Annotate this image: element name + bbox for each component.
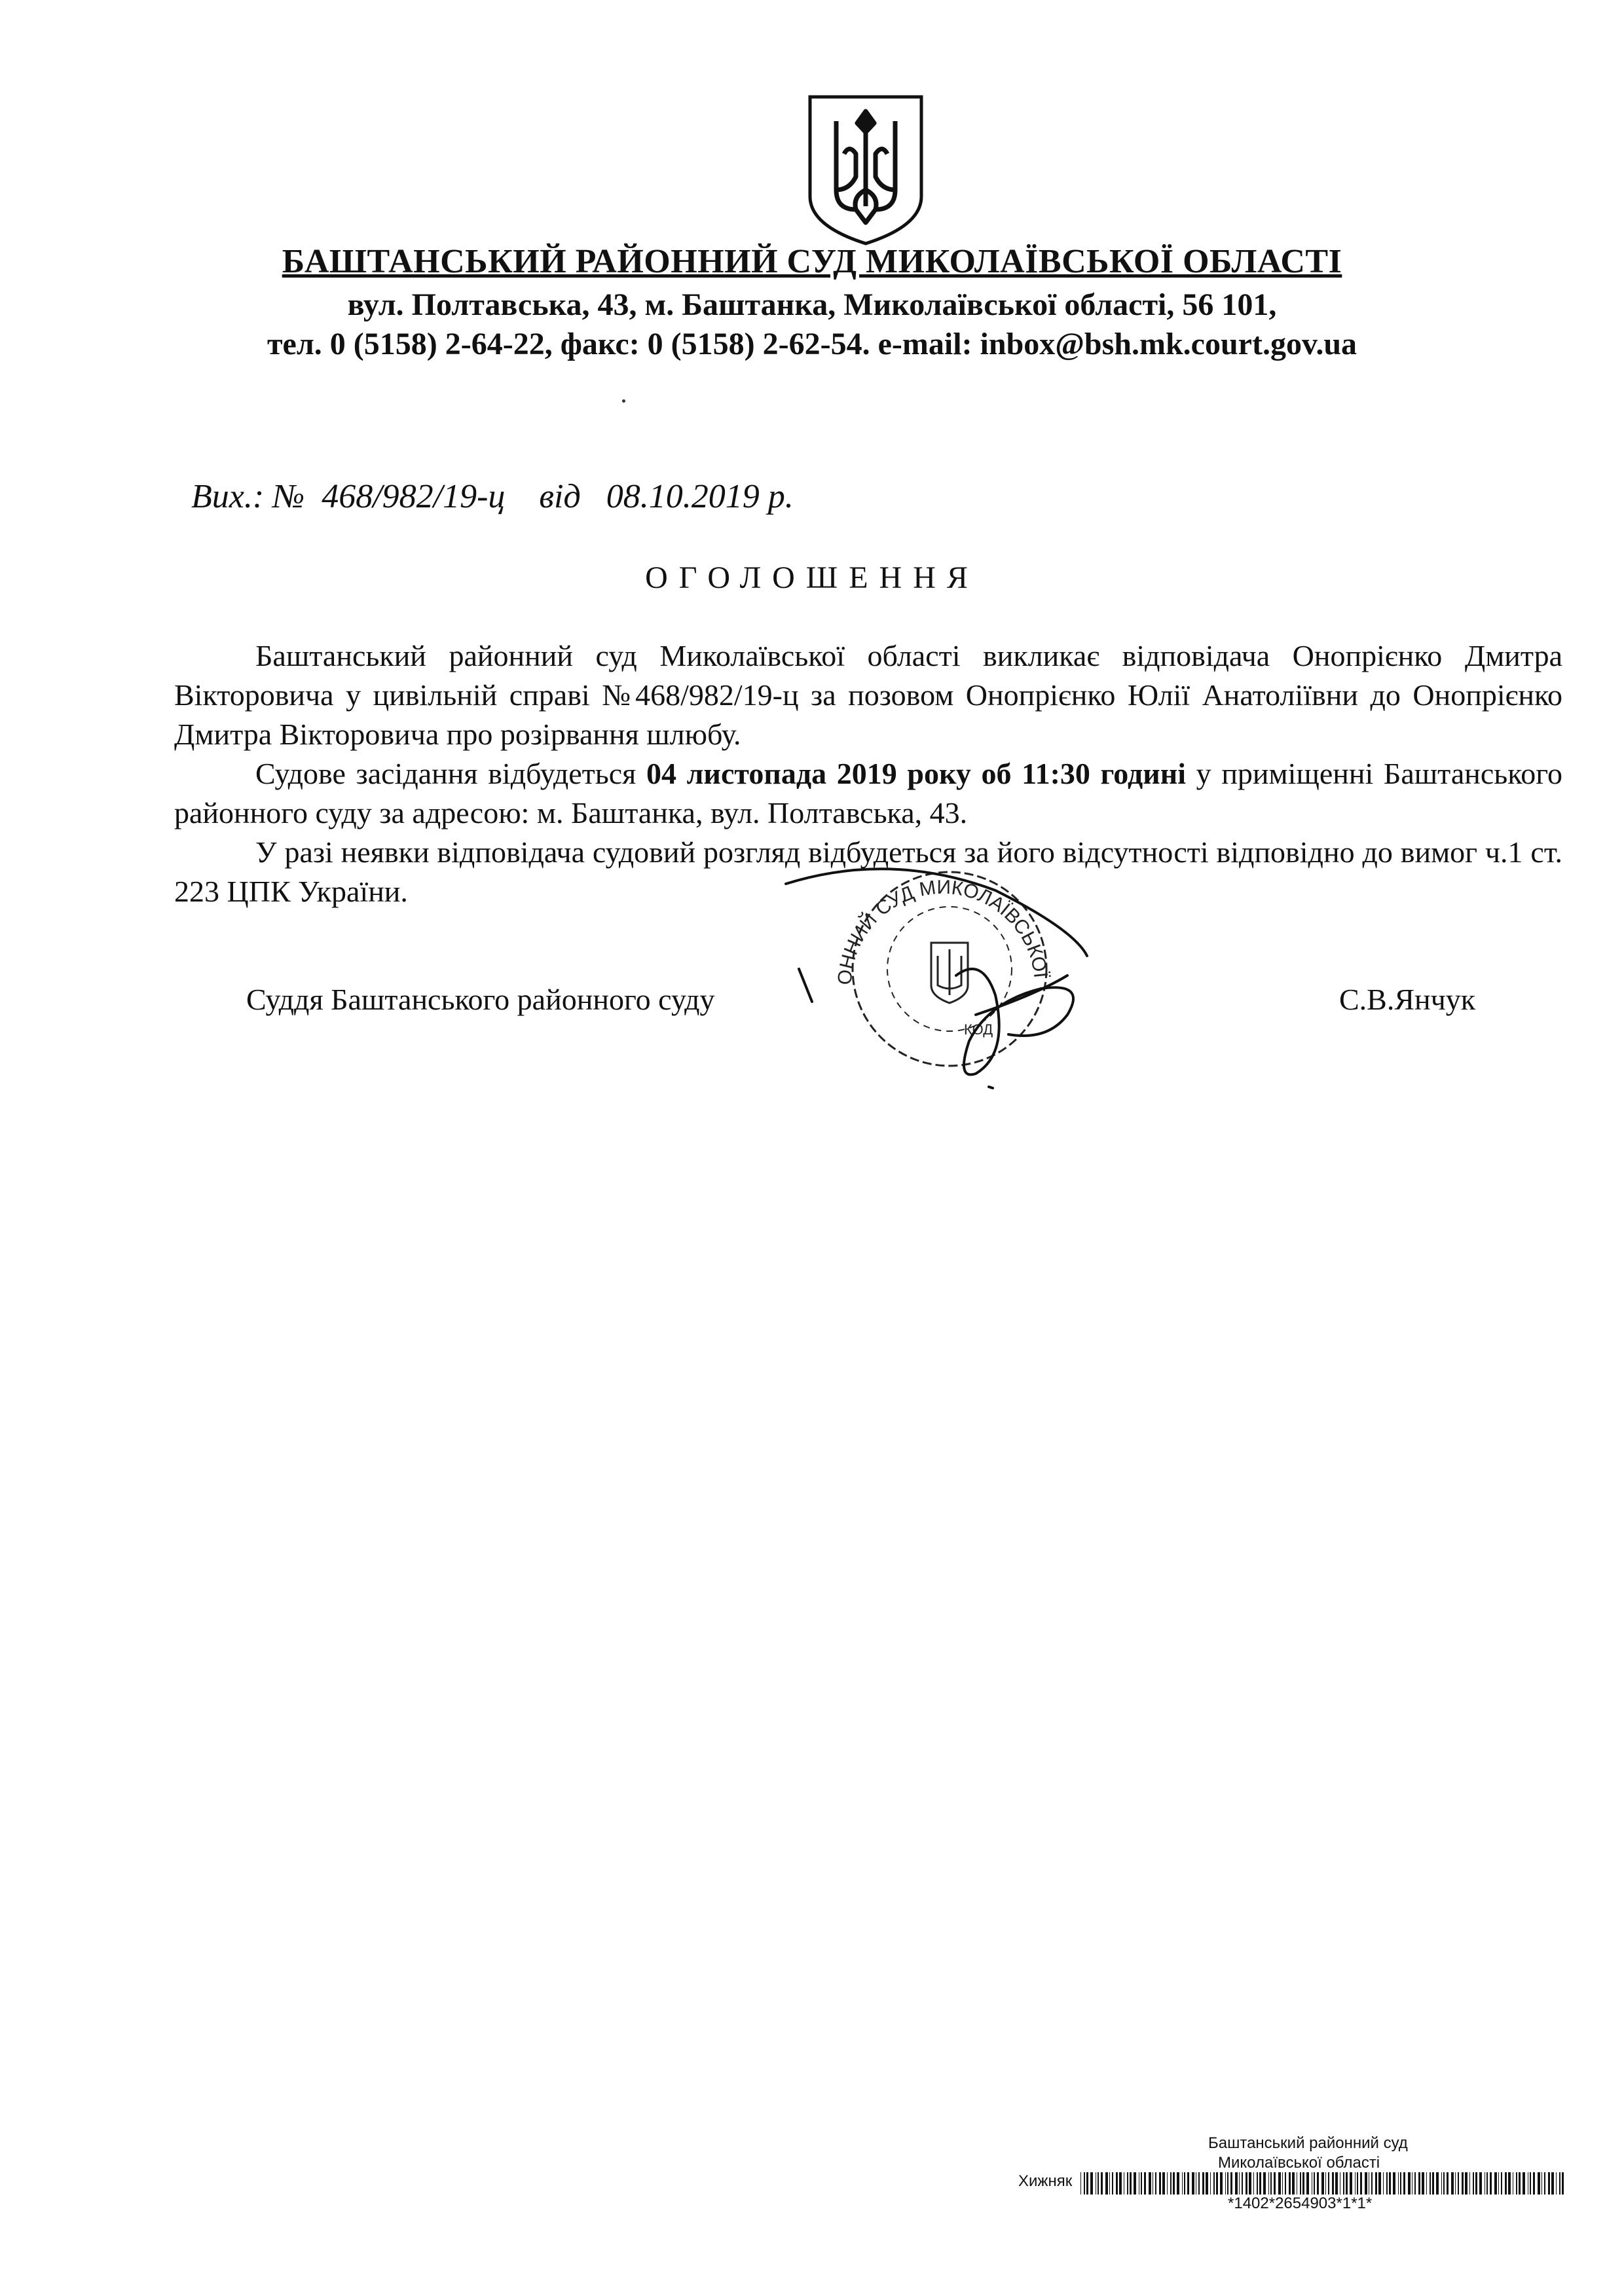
reference-date: 08.10.2019 р.	[606, 478, 794, 515]
court-address: вул. Полтавська, 43, м. Баштанка, Миколаївської області, 56 101,	[347, 287, 1277, 322]
paragraph-summons: Баштанський районний суд Миколаївської області викликає відповідача Онопрієнко Дмитра Вікторовича у цивільній справі №468/982/19-ц за позовом Онопрієнко Юлії Анатоліївни до Онопрієнко Дмитра Вікторовича про розірвання шлюбу.	[174, 639, 1562, 751]
signature-scribble	[786, 869, 1087, 1088]
scan-speck	[622, 399, 625, 403]
hearing-text-post: у приміщенні Баштанського районного суду за адресою: м. Баштанка, вул. Полтавська, 43.	[174, 757, 1563, 829]
paragraph-hearing	[174, 754, 1562, 833]
hearing-datetime: 04 листопада 2019 року об 11:30 годині	[646, 757, 1187, 790]
coat-of-arms-icon	[803, 92, 928, 249]
barcode-number: *1402*2654903*1*1*	[1228, 2195, 1373, 2212]
barcode-org-line2: Миколаївської області	[1218, 2154, 1380, 2172]
judge-name: С.В.Янчук	[1339, 983, 1476, 1016]
barcode-clerk: Хижняк	[1018, 2172, 1073, 2190]
outgoing-reference	[174, 439, 794, 516]
court-name-heading: БАШТАНСЬКИЙ РАЙОННИЙ СУД МИКОЛАЇВСЬКОЇ ОБЛАСТІ	[282, 243, 1342, 280]
paragraph-absence: У разі неявки відповідача судовий розгляд відбудеться за його відсутності відповідно до вимог ч.1 ст. 223 ЦПК України.	[174, 835, 1562, 908]
stamp-ring-text: ОННИЙ СУД МИКОЛАЇВСЬКОЇ	[834, 876, 1052, 986]
court-stamp	[760, 845, 1126, 1093]
stamp-code-label: КОД	[964, 1021, 993, 1038]
reference-from: від	[539, 478, 581, 515]
barcode-icon	[1080, 2172, 1568, 2195]
hearing-text-pre: Судове засідання відбудеться	[255, 757, 646, 790]
court-contacts	[0, 326, 1624, 362]
barcode-org-line1: Баштанський районний суд	[1208, 2134, 1408, 2152]
contacts-text: тел. 0 (5158) 2-64-22, факс: 0 (5158) 2-62-54. e-mail: inbox@bsh.mk.court.gov.ua	[267, 327, 1357, 361]
reference-number: 468/982/19-ц	[322, 478, 506, 515]
document-heading: ОГОЛОШЕННЯ	[645, 560, 979, 595]
judge-title: Суддя Баштанського районного суду	[246, 983, 715, 1016]
reference-prefix: Вих.: №	[191, 478, 305, 515]
